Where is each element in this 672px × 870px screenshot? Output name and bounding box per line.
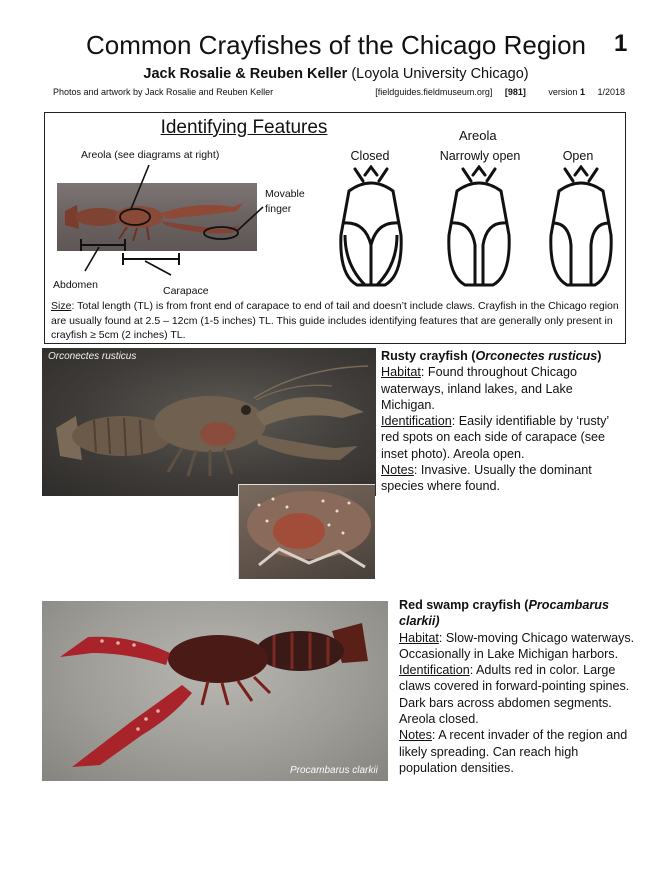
photo-credit: Photos and artwork by Jack Rosalie and Reuben Keller bbox=[53, 87, 274, 97]
size-body: : Total length (TL) is from front end of carapace to end of tail and doesn’t include claws. Crayfish in the Chicago region are usually found at 2.5 – 12cm (1-5 inches) TL. This guide includes identifying features that are generally only present in crayfish ≥ 5cm (2 inches) TL. bbox=[51, 300, 619, 341]
authors: Jack Rosalie & Reuben Keller bbox=[143, 66, 348, 82]
rusty-heading: Rusty crayfish (Orconectes rusticus) bbox=[381, 349, 602, 363]
swamp-photo-caption: Procambarus clarkii bbox=[290, 765, 378, 776]
meta-right bbox=[365, 86, 625, 98]
areola-note-label: Areola (see diagrams at right) bbox=[81, 149, 220, 161]
carapace-label: Carapace bbox=[163, 285, 209, 297]
areola-open-label: Open bbox=[562, 149, 594, 163]
red-swamp-crayfish-description bbox=[399, 597, 639, 776]
rusty-crayfish-description bbox=[381, 348, 621, 495]
page-title: Common Crayfishes of the Chicago Region bbox=[85, 30, 587, 60]
swamp-identification: Identification: Adults red in color. Large claws covered in forward-pointing spines. Dark bars across abdomen segments. Areola closed. bbox=[399, 663, 630, 727]
areola-heading: Areola bbox=[459, 128, 497, 143]
areola-closed-diagram bbox=[341, 167, 401, 285]
rusty-crayfish-photo bbox=[42, 348, 376, 496]
areola-open-diagram bbox=[551, 167, 611, 285]
swamp-notes: Notes: A recent invader of the region and likely spreading. Can reach high population densities. bbox=[399, 728, 628, 775]
date: 1/2018 bbox=[597, 87, 625, 97]
movable-finger-label: Movable finger bbox=[265, 188, 305, 215]
swamp-heading: Red swamp crayfish (Procambarus clarkii) bbox=[399, 598, 609, 629]
rusty-identification: Identification: Easily identifiable by ‘rusty’ red spots on each side of carapace (see inset photo). Areola open. bbox=[381, 414, 609, 461]
affiliation: (Loyola University Chicago) bbox=[351, 66, 529, 82]
rusty-habitat: Habitat: Found throughout Chicago waterways, inland lakes, and Lake Michigan. bbox=[381, 365, 578, 412]
identifying-features-box bbox=[44, 112, 626, 344]
areola-narrow-label: Narrowly open bbox=[439, 149, 521, 163]
rusty-notes: Notes: Invasive. Usually the dominant species where found. bbox=[381, 463, 592, 494]
authors-line bbox=[0, 64, 672, 84]
swamp-habitat: Habitat: Slow-moving Chicago waterways. Occasionally in Lake Michigan harbors. bbox=[399, 630, 635, 661]
version-number: 1 bbox=[579, 87, 585, 97]
site-link[interactable]: [fieldguides.fieldmuseum.org] bbox=[375, 87, 493, 97]
areola-closed-label: Closed bbox=[350, 149, 390, 163]
version-label: version bbox=[548, 87, 578, 97]
red-swamp-crayfish-photo bbox=[42, 601, 388, 781]
diagram-annotations bbox=[45, 113, 345, 303]
page-number: 1 bbox=[614, 30, 628, 57]
rusty-inset-photo bbox=[238, 484, 375, 579]
abdomen-label: Abdomen bbox=[53, 279, 98, 291]
areola-narrow-diagram bbox=[449, 167, 509, 285]
guide-number: [981] bbox=[504, 87, 526, 97]
areola-diagrams bbox=[325, 165, 625, 295]
size-description bbox=[51, 299, 621, 343]
size-label: Size bbox=[51, 300, 72, 312]
rusty-photo-caption: Orconectes rusticus bbox=[48, 351, 137, 362]
features-title: Identifying Features bbox=[160, 117, 328, 138]
